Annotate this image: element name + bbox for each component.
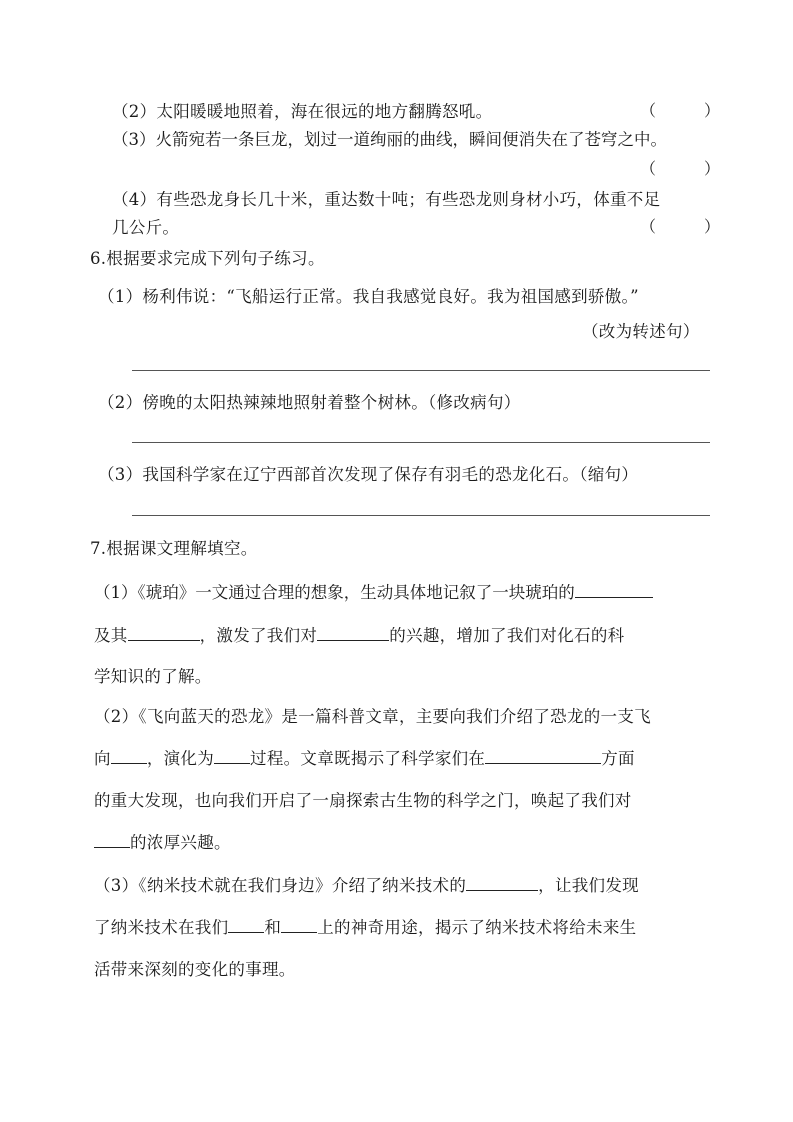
q5-item-4-answer[interactable]: （ ）	[640, 217, 721, 236]
q7-item-3-text-d: 和	[264, 918, 282, 937]
q7-item-1-blank-1[interactable]	[575, 582, 653, 598]
q6-item-3-answer-line[interactable]	[132, 515, 710, 516]
q7-item-2-line3: 的重大发现，也向我们开启了一扇探索古生物的科学之门，唤起了我们对	[94, 791, 632, 810]
q7-item-2-blank-1[interactable]	[111, 748, 147, 764]
q5-item-4-line2: 几公斤。	[112, 218, 180, 237]
q7-item-3-text-e: 上的神奇用途，揭示了纳米技术将给未来生	[317, 918, 637, 937]
q6-item-2-answer-line[interactable]	[132, 442, 710, 443]
q7-item-3-blank-1[interactable]	[466, 875, 538, 891]
q5-item-2: （2）太阳暖暖地照着，海在很远的地方翻腾怒吼。	[112, 102, 493, 121]
q6-item-1-requirement: （改为转述句）	[582, 322, 700, 341]
q7-item-1-blank-3[interactable]	[317, 625, 389, 641]
q7-item-3-blank-3[interactable]	[281, 917, 317, 933]
q7-item-2-blank-2[interactable]	[214, 748, 250, 764]
q7-item-3-line3: 活带来深刻的变化的事理。	[94, 960, 296, 979]
q7-item-2-text-b: 向	[94, 749, 111, 768]
q7-item-2-blank-4[interactable]	[94, 832, 130, 848]
q6-title: 6.根据要求完成下列句子练习。	[90, 249, 325, 268]
q7-item-3-line1	[94, 872, 639, 896]
q7-item-1-line2	[94, 622, 624, 646]
q7-item-3-text-a: （3）《纳米技术就在我们身边》介绍了纳米技术的	[94, 876, 467, 895]
q7-item-1-line3: 学知识的了解。	[94, 667, 212, 686]
q7-item-2-text-g: 的浓厚兴趣。	[130, 833, 231, 852]
q7-item-1-text-a: （1）《琥珀》一文通过合理的想象，生动具体地记叙了一块琥珀的	[94, 583, 575, 602]
q7-item-1-text-c: ，激发了我们对	[199, 626, 318, 645]
q7-item-1-blank-2[interactable]	[128, 625, 200, 641]
q6-item-3: （3）我国科学家在辽宁西部首次发现了保存有羽毛的恐龙化石。（缩句）	[98, 465, 639, 484]
q6-item-1-answer-line[interactable]	[132, 370, 710, 371]
q7-item-2-text-e: 方面	[601, 749, 635, 768]
q7-item-2-line1: （2）《飞向蓝天的恐龙》是一篇科普文章，主要向我们介绍了恐龙的一支飞	[94, 707, 651, 726]
q7-item-1-text-d: 的兴趣，增加了我们对化石的科	[389, 626, 625, 645]
q7-title: 7.根据课文理解填空。	[90, 539, 258, 558]
q5-item-2-answer[interactable]: （ ）	[640, 101, 721, 120]
q7-item-1-text-b: 及其	[94, 626, 128, 645]
q7-item-2-line4	[94, 829, 231, 853]
q7-item-3-text-b: ，让我们发现	[538, 876, 639, 895]
q7-item-1-line1	[94, 579, 653, 603]
q7-item-3-line2	[94, 914, 636, 938]
q6-item-2: （2）傍晚的太阳热辣辣地照射着整个树林。（修改病句）	[98, 393, 521, 412]
q7-item-3-blank-2[interactable]	[228, 917, 264, 933]
q5-item-4-line1: （4）有些恐龙身长几十米，重达数十吨；有些恐龙则身材小巧，体重不足	[112, 190, 661, 209]
q5-item-3: （3）火箭宛若一条巨龙，划过一道绚丽的曲线，瞬间便消失在了苍穹之中。	[112, 130, 667, 149]
q7-item-2-text-d: 过程。文章既揭示了科学家们在	[250, 749, 486, 768]
q6-item-1: （1）杨利伟说：“飞船运行正常。我自我感觉良好。我为祖国感到骄傲。”	[98, 287, 639, 306]
q7-item-2-blank-3[interactable]	[485, 748, 601, 764]
q7-item-2-line2	[94, 745, 635, 769]
q7-item-2-text-c: ，演化为	[146, 749, 215, 768]
q7-item-3-text-c: 了纳米技术在我们	[94, 918, 229, 937]
q5-item-3-answer[interactable]: （ ）	[640, 159, 721, 178]
